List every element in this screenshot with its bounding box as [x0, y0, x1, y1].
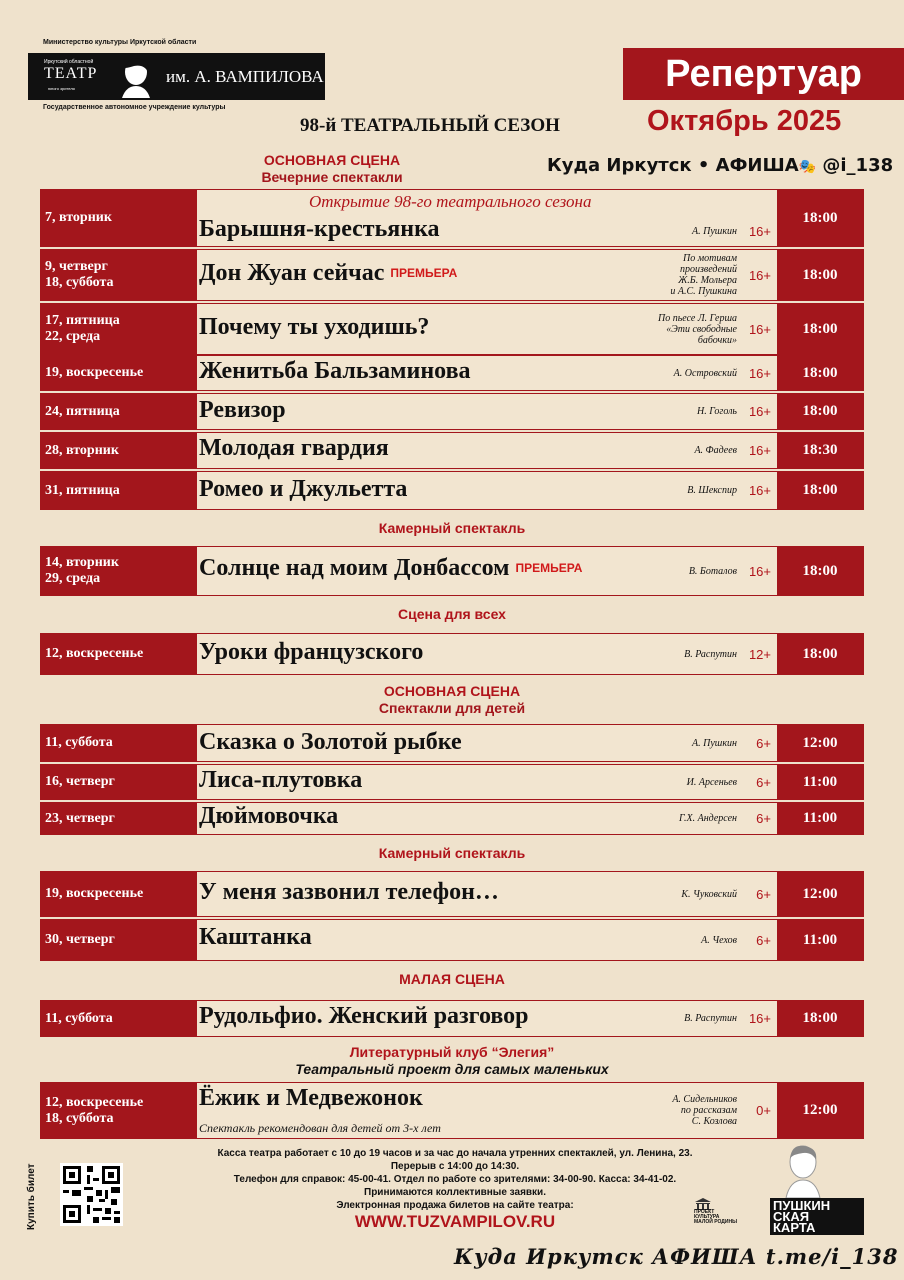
- age-rating: 16+: [748, 321, 771, 337]
- age-rating: 16+: [748, 483, 771, 498]
- age-rating: 16+: [748, 404, 771, 419]
- show-time: 18:00: [777, 1001, 863, 1036]
- age-rating: 16+: [748, 443, 771, 458]
- show-time: 12:00: [777, 872, 863, 916]
- play-author: А. Фадеев: [694, 445, 737, 456]
- proekt-logo: ПРОЕКТ КУЛЬТУРА МАЛОЙ РОДИНЫ: [694, 1198, 737, 1225]
- table-row: [40, 471, 864, 510]
- row-date: 14, вторник 29, среда: [41, 547, 197, 595]
- play-title[interactable]: Дон Жуан сейчас ПРЕМЬЕРА: [199, 260, 458, 286]
- age-rating: 16+: [748, 365, 771, 381]
- row-date: 19, воскресенье: [41, 356, 197, 390]
- section-chamber-2: Камерный спектакль: [378, 845, 526, 861]
- pushkin-card-logo: ПУШКИН СКАЯ КАРТА: [770, 1198, 864, 1235]
- opening-note: Открытие 98-го театрального сезона: [309, 192, 592, 211]
- play-author: Г.Х. Андерсен: [679, 813, 737, 824]
- play-title[interactable]: Каштанка: [199, 924, 312, 950]
- table-row: [40, 189, 864, 247]
- table-row: [40, 393, 864, 430]
- section-main-kids: ОСНОВНАЯ СЦЕНА Спектакли для детей: [378, 683, 526, 716]
- show-time: 11:00: [777, 920, 863, 960]
- masks-icon: 🎭: [798, 159, 817, 175]
- repertoire-banner: Репертуар: [623, 48, 904, 100]
- play-title[interactable]: Сказка о Золотой рыбке: [199, 729, 462, 755]
- play-author: В. Боталов: [688, 565, 737, 577]
- collective-info: Принимаются коллективные заявки.: [364, 1187, 546, 1198]
- table-row: [40, 633, 864, 675]
- play-title[interactable]: Барышня-крестьянка: [199, 216, 440, 242]
- table-row: [40, 802, 864, 835]
- section-all: Сцена для всех: [398, 606, 506, 622]
- age-rating: 16+: [748, 223, 771, 239]
- play-author: В. Шекспир: [687, 485, 737, 496]
- age-rating: 6+: [756, 886, 771, 902]
- box-office-break: Перерыв с 14:00 до 14:30.: [390, 1161, 520, 1172]
- online-sales-info: Электронная продажа билетов на сайте театра:: [336, 1200, 574, 1211]
- play-title[interactable]: Уроки французского: [199, 639, 424, 665]
- logo-small-text-2: юного зрителя: [48, 86, 75, 91]
- table-row: [40, 724, 864, 762]
- table-row: [40, 303, 864, 355]
- show-time: 18:00: [777, 190, 863, 246]
- age-rating: 6+: [756, 811, 771, 826]
- buy-ticket-label: Купить билет: [26, 1163, 37, 1230]
- premiere-badge: ПРЕМЬЕРА: [515, 561, 583, 575]
- play-title[interactable]: Ёжик и Медвежонок: [199, 1085, 423, 1111]
- table-row: [40, 432, 864, 469]
- show-time: 18:00: [777, 472, 863, 509]
- play-note: Спектакль рекомендован для детей от 3-х лет: [199, 1121, 441, 1135]
- ministry-label: Министерство культуры Иркутской области: [43, 39, 197, 46]
- qr-code-icon[interactable]: [60, 1163, 123, 1226]
- row-date: 30, четверг: [41, 920, 197, 960]
- show-time: 12:00: [777, 1083, 863, 1138]
- show-time: 18:00: [777, 547, 863, 595]
- play-author: По мотивам произведений Ж.Б. Мольера и А.С. Пушкина: [670, 253, 737, 297]
- table-row: [40, 546, 864, 596]
- table-row: [40, 1082, 864, 1139]
- table-row: [40, 355, 864, 391]
- show-time: 18:00: [777, 356, 863, 390]
- show-time: 18:00: [777, 634, 863, 674]
- row-date: 31, пятница: [41, 472, 197, 509]
- play-author: А. Сидельников по рассказам С. Козлова: [672, 1094, 737, 1127]
- site-link[interactable]: WWW.TUZVAMPILOV.RU: [354, 1212, 556, 1231]
- play-title[interactable]: У меня зазвонил телефон…: [199, 879, 499, 905]
- age-rating: 6+: [756, 774, 771, 790]
- row-date: 28, вторник: [41, 433, 197, 468]
- season-title: 98-й ТЕАТРАЛЬНЫЙ СЕЗОН: [300, 115, 560, 136]
- play-title[interactable]: Солнце над моим Донбассом ПРЕМЬЕРА: [199, 555, 583, 581]
- theatre-logo: [28, 53, 325, 100]
- age-rating: 16+: [748, 267, 771, 283]
- section-main-evening: ОСНОВНАЯ СЦЕНА Вечерние спектакли: [261, 152, 403, 185]
- play-title[interactable]: Женитьба Бальзаминова: [199, 358, 471, 384]
- section-club: Литературный клуб “Элегия” Театральный проект для самых маленьких: [295, 1044, 609, 1077]
- age-rating: 6+: [756, 932, 771, 948]
- age-rating: 16+: [748, 1011, 771, 1026]
- show-time: 18:00: [777, 394, 863, 429]
- table-row: [40, 764, 864, 800]
- age-rating: 0+: [756, 1103, 771, 1118]
- play-title[interactable]: Ромео и Джульетта: [199, 476, 408, 502]
- play-author: В. Распутин: [684, 648, 737, 660]
- play-title[interactable]: Молодая гвардия: [199, 435, 389, 461]
- play-author: И. Арсеньев: [686, 776, 737, 788]
- box-office-hours: Касса театра работает с 10 до 19 часов и за час до начала утренних спектаклей, ул. Ленина, 23.: [217, 1148, 693, 1159]
- play-title[interactable]: Ревизор: [199, 397, 286, 423]
- age-rating: 6+: [756, 735, 771, 751]
- row-date: 17, пятница 22, среда: [41, 304, 197, 354]
- row-date: 16, четверг: [41, 765, 197, 799]
- row-date: 9, четверг 18, суббота: [41, 250, 197, 300]
- afisha-signature: Куда Иркутск АФИША t.me/i_138: [454, 1244, 899, 1269]
- play-author: Н. Гоголь: [697, 406, 737, 417]
- gov-label: Государственное автономное учреждение культуры: [43, 104, 226, 111]
- show-time: 12:00: [777, 725, 863, 761]
- play-title[interactable]: Дюймовочка: [199, 803, 339, 829]
- show-time: 18:00: [777, 304, 863, 354]
- age-rating: 12+: [748, 646, 771, 662]
- age-rating: 16+: [748, 563, 771, 579]
- row-date: 23, четверг: [41, 803, 197, 834]
- table-row: [40, 871, 864, 917]
- logo-teatr-text: ТЕАТР: [44, 65, 98, 82]
- logo-name-text: им. А. ВАМПИЛОВА: [166, 67, 324, 86]
- section-chamber-1: Камерный спектакль: [378, 520, 526, 536]
- row-date: 19, воскресенье: [41, 872, 197, 916]
- play-title[interactable]: Рудольфио. Женский разговор: [199, 1003, 529, 1029]
- row-date: 12, воскресенье 18, суббота: [41, 1083, 197, 1138]
- table-row: [40, 249, 864, 301]
- row-date: 11, суббота: [41, 1001, 197, 1036]
- row-date: 24, пятница: [41, 394, 197, 429]
- table-row: [40, 1000, 864, 1037]
- play-title[interactable]: Почему ты уходишь?: [199, 314, 430, 340]
- month-title: Октябрь 2025: [647, 105, 842, 137]
- show-time: 18:00: [777, 250, 863, 300]
- play-title[interactable]: Лиса-плутовка: [199, 767, 363, 793]
- play-author: К. Чуковский: [681, 888, 737, 900]
- play-author: По пьесе Л. Герша «Эти свободные бабочки»: [658, 312, 737, 346]
- pushkin-portrait-icon: [778, 1140, 828, 1198]
- row-date: 11, суббота: [41, 725, 197, 761]
- show-time: 18:30: [777, 433, 863, 468]
- play-author: А. Чехов: [701, 934, 737, 946]
- show-time: 11:00: [777, 803, 863, 834]
- play-author: А. Пушкин: [692, 737, 737, 749]
- premiere-badge: ПРЕМЬЕРА: [390, 266, 458, 280]
- play-author: А. Островский: [673, 367, 737, 379]
- play-author: В. Распутин: [684, 1013, 737, 1024]
- row-date: 12, воскресенье: [41, 634, 197, 674]
- vampilov-portrait-icon: [118, 56, 154, 98]
- section-small: МАЛАЯ СЦЕНА: [399, 971, 505, 987]
- logo-small-text: Иркутский областной: [44, 59, 94, 65]
- row-date: 7, вторник: [41, 190, 197, 246]
- table-row: [40, 919, 864, 961]
- show-time: 11:00: [777, 765, 863, 799]
- play-author: А. Пушкин: [692, 225, 737, 237]
- afisha-watermark: Куда Иркутск • АФИША🎭 @i_138: [547, 155, 894, 176]
- phone-info: Телефон для справок: 45-00-41. Отдел по работе со зрителями: 34-00-90. Касса: 34-41-02.: [233, 1174, 677, 1185]
